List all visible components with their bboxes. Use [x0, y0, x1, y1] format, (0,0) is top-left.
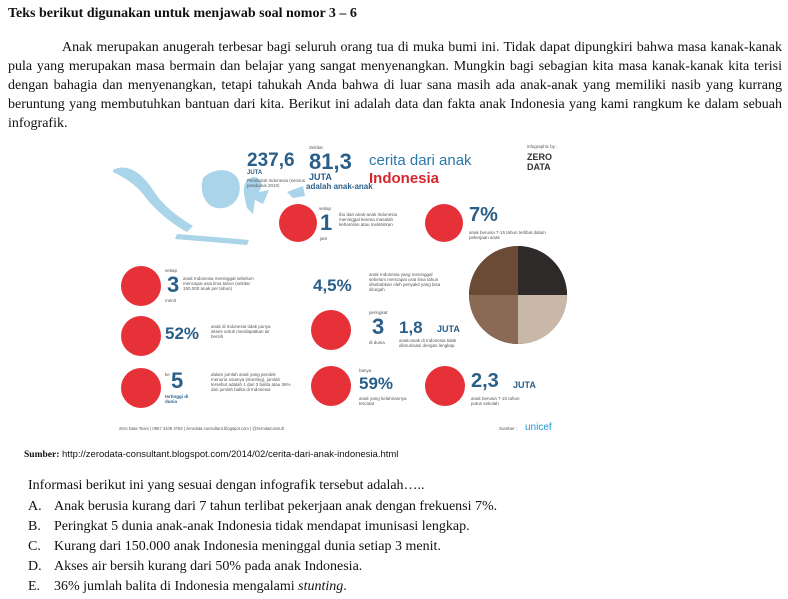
stat-9-text: anak yang kelahirannya tercatat: [359, 396, 407, 406]
stat-9-prefix: hanya: [359, 368, 372, 373]
stat-5-text: anak di Indonesia tidak punya akses untuk mendapatkan air bersih: [211, 324, 271, 339]
population-note: Penduduk Indonesia (sensus penduduk 2010): [247, 178, 306, 188]
source-label: Sumber:: [24, 450, 60, 460]
option-text: Anak berusia kurang dari 7 tahun terlibat pekerjaan anak dengan frekuensi 7%.: [54, 499, 498, 514]
graduation-cap-icon: [425, 366, 465, 406]
stat-8-prefix: ke: [165, 372, 170, 377]
children-prefix: Sekitar: [309, 145, 324, 150]
stat-6-unit: di dunia: [369, 340, 385, 345]
credit-brand: ZERO DATA: [527, 152, 553, 172]
option-text: Kurang dari 150.000 anak Indonesia meninggal dunia setiap 3 menit.: [54, 539, 441, 554]
stat-4-text: anak Indonesia yang meninggal sebelum mencapai usia lima tahun disebabkan oleh penyakit yang bisa dicegah: [369, 272, 441, 292]
children-unit: JUTA: [309, 172, 332, 182]
stat-3-unit: menit: [165, 298, 177, 303]
option-letter: A.: [28, 499, 42, 514]
source-url: http://zerodata-consultant.blogspot.com/2014/02/cerita-dari-anak-indonesia.html: [62, 449, 399, 460]
source-line: [24, 449, 398, 460]
stat-1-number: 1: [320, 210, 333, 235]
stat-3-prefix: setiap: [165, 268, 178, 273]
stat-8-text: dalam jumlah anak yang pendek menurut usianya (stunting), jumlah tersebut adalah 1 dari 3 balita atau 36% dari jumlah balita di Indonesia: [211, 372, 291, 392]
population-number: 237,6: [247, 150, 295, 171]
headline-1: cerita dari anak: [369, 152, 472, 169]
infographic: [107, 142, 568, 438]
credit-label: infographic by :: [527, 144, 558, 149]
question-text: Informasi berikut ini yang sesuai dengan infografik tersebut adalah…..: [28, 478, 425, 493]
option-a[interactable]: [28, 497, 497, 517]
intro-paragraph: Anak merupakan anugerah terbesar bagi seluruh orang tua di muka bumi ini. Tidak dapat dipungkiri bahwa masa kanak-kanak pula yang merupakan masa bermain dan belajar yang sangat menyenangkan. Mungkin bagi sebagian kita masa kanak-kanak kita terisi dengan bahagia dan menyenangkan, tetapi tahukah Anda bahwa di luar sana masih ada anak-anak yang memiliki nasib yang kurrang beruntung yang membutuhkan bantuan dari kita. Berikut ini adalah data dan fakta anak Indonesia yang kami rangkum ke dalam sebuah infografik.: [8, 40, 782, 131]
unicef-logo: unicef: [525, 422, 552, 433]
option-text: Akses air bersih kurang dari 50% pada anak Indonesia.: [54, 559, 363, 574]
pregnancy-icon: [279, 204, 317, 242]
stat-7-number: 1,8: [399, 318, 423, 337]
option-d[interactable]: [28, 557, 497, 577]
stat-10-number: 2,3: [471, 370, 499, 392]
option-letter: B.: [28, 519, 41, 534]
stat-6-number: 3: [372, 314, 385, 339]
children-number: 81,3: [309, 149, 352, 174]
option-text: 36% jumlah balita di Indonesia mengalami stunting.: [54, 579, 347, 594]
stat-8-unit: tertinggi di dunia: [165, 394, 189, 404]
population-unit: JUTA: [247, 170, 263, 176]
water-drop-icon: [121, 316, 161, 356]
stat-1-text: Ibu dari anak-anak Indonesia meninggal karena masalah kehamilan atau melahirkan: [339, 212, 398, 227]
stat-1-prefix: setiap: [319, 206, 332, 211]
option-e[interactable]: [28, 577, 497, 597]
infographic-footer: Zero Data Team | 0857 3108 4753 | zerodata-consultant.blogspot.com | @zerodatconsult: [119, 426, 284, 431]
stat-8-number: 5: [171, 368, 184, 393]
stat-2-number: 7%: [469, 204, 498, 226]
stat-10-text: anak berusia 7-15 tahun putus sekolah: [471, 396, 520, 406]
footer-source-label: Sumber :: [499, 426, 518, 431]
section-title: Teks berikut digunakan untuk menjawab soal nomor 3 – 6: [8, 6, 357, 21]
syringe-icon: [311, 310, 351, 350]
stat-5-number: 52%: [165, 324, 200, 343]
option-letter: E.: [28, 579, 41, 594]
stat-3-number: 3: [167, 272, 180, 297]
stat-1-unit: jam: [320, 236, 328, 241]
stat-7-unit: JUTA: [437, 324, 460, 334]
stat-2-text: anak berusia 7-15 tahun terlibat dalam pekerjaan anak: [469, 230, 546, 240]
stat-4-number: 4,5%: [313, 276, 352, 295]
stat-9-number: 59%: [359, 374, 394, 393]
option-letter: C.: [28, 539, 41, 554]
answer-options: [28, 497, 497, 597]
briefcase-icon: [425, 204, 463, 242]
stat-6-prefix: peringkat: [369, 310, 388, 315]
children-note: adalah anak-anak: [306, 182, 373, 191]
clipboard-icon: [311, 366, 351, 406]
option-text: Peringkat 5 dunia anak-anak Indonesia tidak mendapat imunisasi lengkap.: [54, 519, 470, 534]
headline-2: Indonesia: [369, 170, 440, 187]
child-figure-icon: [121, 368, 161, 408]
children-photo-collage: [469, 246, 567, 344]
option-b[interactable]: [28, 517, 497, 537]
stroller-icon: [121, 266, 161, 306]
stat-3-text: anak Indonesia meninggal sebelum mencapai usia lima tahun (sekitar 150.000 anak per tahun): [183, 276, 254, 291]
option-letter: D.: [28, 559, 42, 574]
option-italic-term: stunting: [298, 579, 344, 594]
option-c[interactable]: [28, 537, 497, 557]
stat-7-text: anak-anak di Indonesia tidak diimunisasi dengan lengkap: [399, 338, 457, 348]
stat-10-unit: JUTA: [513, 380, 536, 390]
